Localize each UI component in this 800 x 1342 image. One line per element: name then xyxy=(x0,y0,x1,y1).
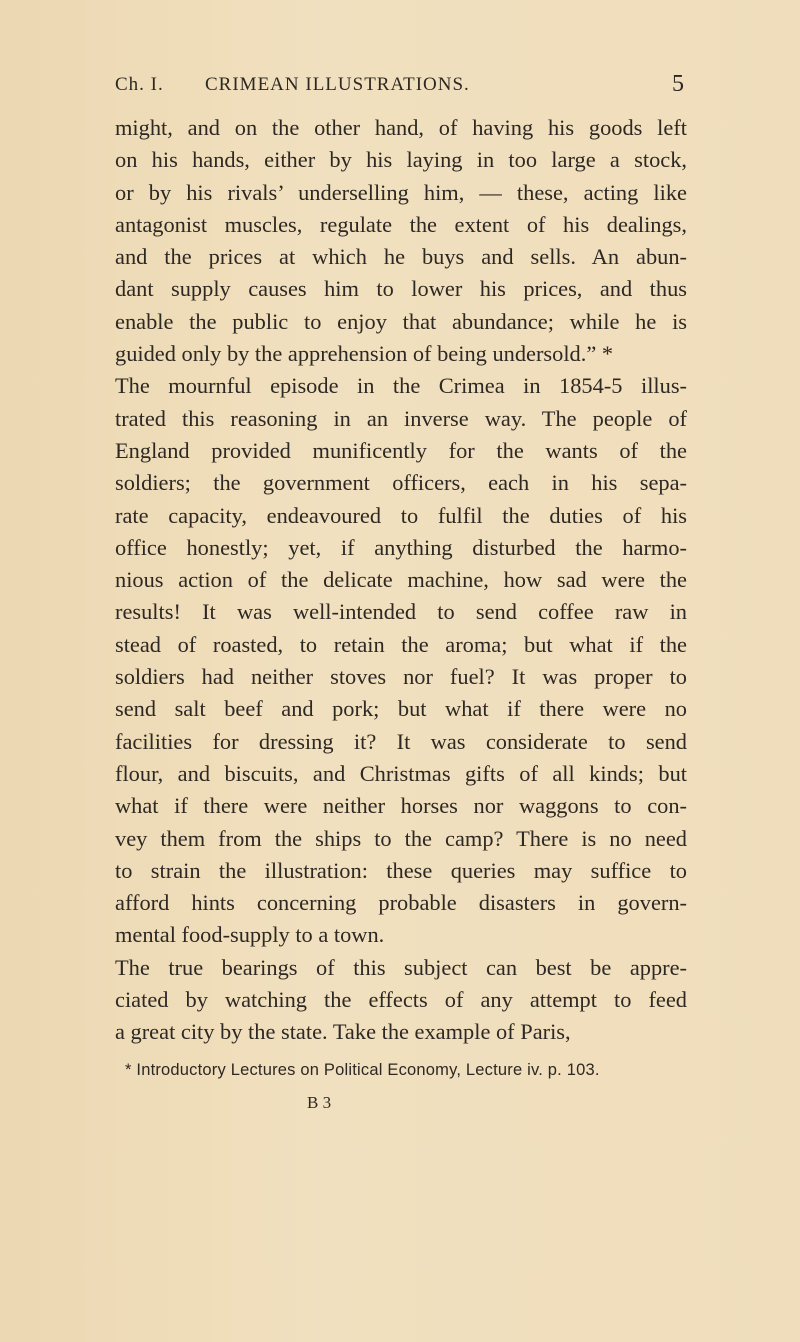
text-line: office honestly; yet, if anything disturbed the harmo- xyxy=(115,534,687,560)
text-line: stead of roasted, to retain the aroma; but what if the xyxy=(115,631,687,657)
text-line: mental food-supply to a town. xyxy=(115,922,385,948)
running-header xyxy=(115,71,685,108)
text-line: facilities for dressing it? It was considerate to send xyxy=(115,728,687,754)
text-line: enable the public to enjoy that abundance; while he is xyxy=(115,308,687,334)
text-line: The true bearings of this subject can best be appre- xyxy=(115,954,687,980)
body-text xyxy=(115,112,687,1049)
text-line: send salt beef and pork; but what if there were no xyxy=(115,696,687,722)
text-line: a great city by the state. Take the example of Paris, xyxy=(115,1019,571,1045)
text-line: trated this reasoning in an inverse way. The people of xyxy=(115,405,687,431)
text-line: nious action of the delicate machine, how sad were the xyxy=(115,567,687,593)
footnote: * Introductory Lectures on Political Economy, Lecture iv. p. 103. xyxy=(125,1061,600,1079)
text-line: what if there were neither horses nor waggons to con- xyxy=(115,793,687,819)
text-line: afford hints concerning probable disasters in govern- xyxy=(115,890,687,916)
signature-mark: B 3 xyxy=(307,1093,332,1112)
text-line: dant supply causes him to lower his prices, and thus xyxy=(115,276,687,302)
text-line: might, and on the other hand, of having his goods left xyxy=(115,115,687,140)
text-line: England provided munificently for the wants of the xyxy=(115,437,687,463)
text-line: and the prices at which he buys and sells. An abun- xyxy=(115,244,687,270)
text-line: soldiers had neither stoves nor fuel? It was proper to xyxy=(115,664,687,690)
text-line: flour, and biscuits, and Christmas gifts of all kinds; but xyxy=(115,760,687,786)
text-line: guided only by the apprehension of being undersold.” * xyxy=(115,341,614,367)
text-line: on his hands, either by his laying in too large a stock, xyxy=(115,147,687,173)
text-line: ciated by watching the effects of any attempt to feed xyxy=(115,987,687,1013)
text-line: or by his rivals’ underselling him, — these, acting like xyxy=(115,179,687,205)
text-line: soldiers; the government officers, each in his sepa- xyxy=(115,470,687,496)
page-number: 5 xyxy=(672,71,685,97)
text-line: The mournful episode in the Crimea in 1854-5 illus- xyxy=(115,373,687,399)
text-line: antagonist muscles, regulate the extent of his dealings, xyxy=(115,211,687,237)
text-line: vey them from the ships to the camp? There is no need xyxy=(115,825,687,851)
text-line: rate capacity, endeavoured to fulfil the duties of his xyxy=(115,502,687,528)
text-line: to strain the illustration: these queries may suffice to xyxy=(115,857,687,883)
chapter-label: Ch. I. xyxy=(115,74,164,95)
running-title: CRIMEAN ILLUSTRATIONS. xyxy=(205,74,470,95)
text-line: results! It was well-intended to send coffee raw in xyxy=(115,599,687,625)
